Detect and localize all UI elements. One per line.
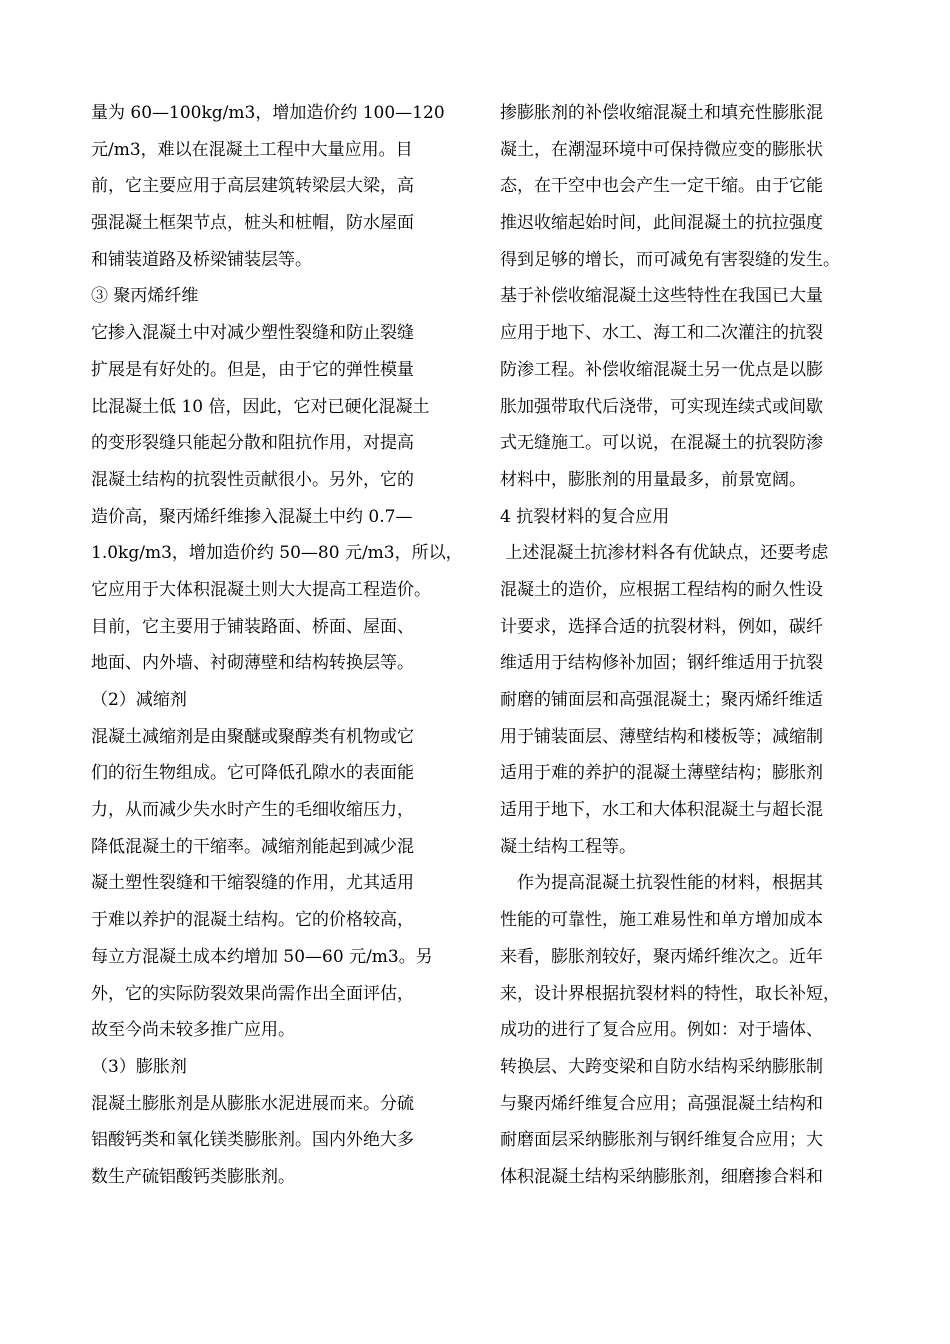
text-line: 材料中，膨胀剂的用量最多，前景宽阔。	[500, 469, 806, 490]
text-line: 耐磨面层采纳膨胀剂与钢纤维复合应用；大	[500, 1130, 823, 1151]
text-line: 混凝土减缩剂是由聚醚或聚醇类有机物或它	[91, 726, 414, 747]
text-line: 凝土，在潮湿环境中可保持微应变的膨胀状	[500, 139, 823, 160]
text-line: 元/m3，难以在混凝土工程中大量应用。目	[91, 139, 413, 160]
section-heading: （3）膨胀剂	[91, 1056, 187, 1077]
text-line: 上述混凝土抗渗材料各有优缺点，还要考虑	[500, 543, 829, 564]
text-line: 式无缝施工。可以说，在混凝土的抗裂防渗	[500, 433, 823, 454]
text-line: 混凝土的造价，应根据工程结构的耐久性设	[500, 579, 823, 600]
text-line: 铝酸钙类和氧化镁类膨胀剂。国内外绝大多	[91, 1130, 414, 1151]
text-line: 适用于难的养护的混凝土薄壁结构；膨胀剂	[500, 763, 823, 784]
text-line: 故至今尚未较多推广应用。	[91, 1020, 295, 1041]
text-line: 维适用于结构修补加固；钢纤维适用于抗裂	[500, 653, 823, 674]
text-line: 强混凝土框架节点，桩头和桩帽，防水屋面	[91, 213, 414, 234]
text-line: 于难以养护的混凝土结构。它的价格较高，	[91, 910, 414, 931]
text-line: 前，它主要应用于高层建筑转梁层大梁，高	[91, 176, 414, 197]
text-line: 与聚丙烯纤维复合应用；高强混凝土结构和	[500, 1093, 823, 1114]
text-line: 态，在干空中也会产生一定干缩。由于它能	[500, 176, 823, 197]
text-line: 数生产硫铝酸钙类膨胀剂。	[91, 1166, 295, 1187]
text-line: 凝土结构工程等。	[500, 836, 636, 857]
text-line: 转换层、大跨变梁和自防水结构采纳膨胀制	[500, 1056, 823, 1077]
section-heading: 4 抗裂材料的复合应用	[500, 506, 670, 527]
text-line: 的变形裂缝只能起分散和阻抗作用，对提高	[91, 433, 414, 454]
text-line: 适用于地下，水工和大体积混凝土与超长混	[500, 800, 823, 821]
text-line: 凝土塑性裂缝和干缩裂缝的作用，尤其适用	[91, 873, 414, 894]
text-line: 来看，膨胀剂较好，聚丙烯纤维次之。近年	[500, 946, 823, 967]
left-text-column	[91, 95, 473, 1196]
text-line: 们的衍生物组成。它可降低孔隙水的表面能	[91, 763, 414, 784]
text-line: 它掺入混凝土中对减少塑性裂缝和防止裂缝	[91, 323, 414, 344]
text-line: 体积混凝土结构采纳膨胀剂，细磨掺合料和	[500, 1166, 823, 1187]
text-line: 性能的可靠性，施工难易性和单方增加成本	[500, 910, 823, 931]
text-line: 作为提高混凝土抗裂性能的材料，根据其	[517, 873, 823, 894]
text-line: 和铺装道路及桥梁铺装层等。	[91, 249, 312, 270]
text-line: 用于铺装面层、薄壁结构和楼板等；减缩制	[500, 726, 823, 747]
text-line: 基于补偿收缩混凝土这些特性在我国已大量	[500, 286, 823, 307]
text-line: 成功的进行了复合应用。例如：对于墙体、	[500, 1020, 823, 1041]
text-line: 它应用于大体积混凝土则大大提高工程造价。	[91, 579, 431, 600]
text-line: 降低混凝土的干缩率。减缩剂能起到减少混	[91, 836, 414, 857]
text-line: 防渗工程。补偿收缩混凝土另一优点是以膨	[500, 359, 823, 380]
text-line: 混凝土膨胀剂是从膨胀水泥进展而来。分硫	[91, 1093, 414, 1114]
text-line: 胀加强带取代后浇带，可实现连续式或间歇	[500, 396, 823, 417]
text-line: 目前，它主要用于铺装路面、桥面、屋面、	[91, 616, 414, 637]
text-line: 地面、内外墙、衬砌薄壁和结构转换层等。	[91, 653, 414, 674]
text-line: 来，设计界根据抗裂材料的特性，取长补短，	[500, 983, 840, 1004]
text-line: 推迟收缩起始时间，此间混凝土的抗拉强度	[500, 213, 823, 234]
section-heading: （2）减缩剂	[91, 690, 187, 710]
text-line: 得到足够的增长，而可减免有害裂缝的发生。	[500, 249, 840, 270]
text-line: 量为 60—100kg/m3，增加造价约 100—120	[91, 103, 445, 123]
text-line: 应用于地下、水工、海工和二次灌注的抗裂	[500, 323, 823, 344]
text-line: 耐磨的铺面层和高强混凝土；聚丙烯纤维适	[500, 690, 823, 710]
right-text-column	[500, 95, 882, 1196]
text-line: 力，从而减少失水时产生的毛细收缩压力，	[91, 800, 414, 821]
text-line: 计要求，选择合适的抗裂材料，例如，碳纤	[500, 616, 823, 637]
text-line: 每立方混凝土成本约增加 50—60 元/m3。另	[91, 946, 433, 967]
text-line: 扩展是有好处的。但是，由于它的弹性模量	[91, 359, 414, 380]
text-line: 外，它的实际防裂效果尚需作出全面评估，	[91, 983, 414, 1004]
section-heading: ③ 聚丙烯纤维	[91, 286, 199, 307]
text-line: 造价高，聚丙烯纤维掺入混凝土中约 0.7—	[91, 506, 413, 527]
text-line: 掺膨胀剂的补偿收缩混凝土和填充性膨胀混	[500, 103, 823, 123]
text-line: 比混凝土低 10 倍，因此，它对已硬化混凝土	[91, 396, 430, 417]
text-line: 混凝土结构的抗裂性贡献很小。另外，它的	[91, 469, 414, 490]
text-line: 1.0kg/m3，增加造价约 50—80 元/m3，所以，	[91, 543, 463, 564]
